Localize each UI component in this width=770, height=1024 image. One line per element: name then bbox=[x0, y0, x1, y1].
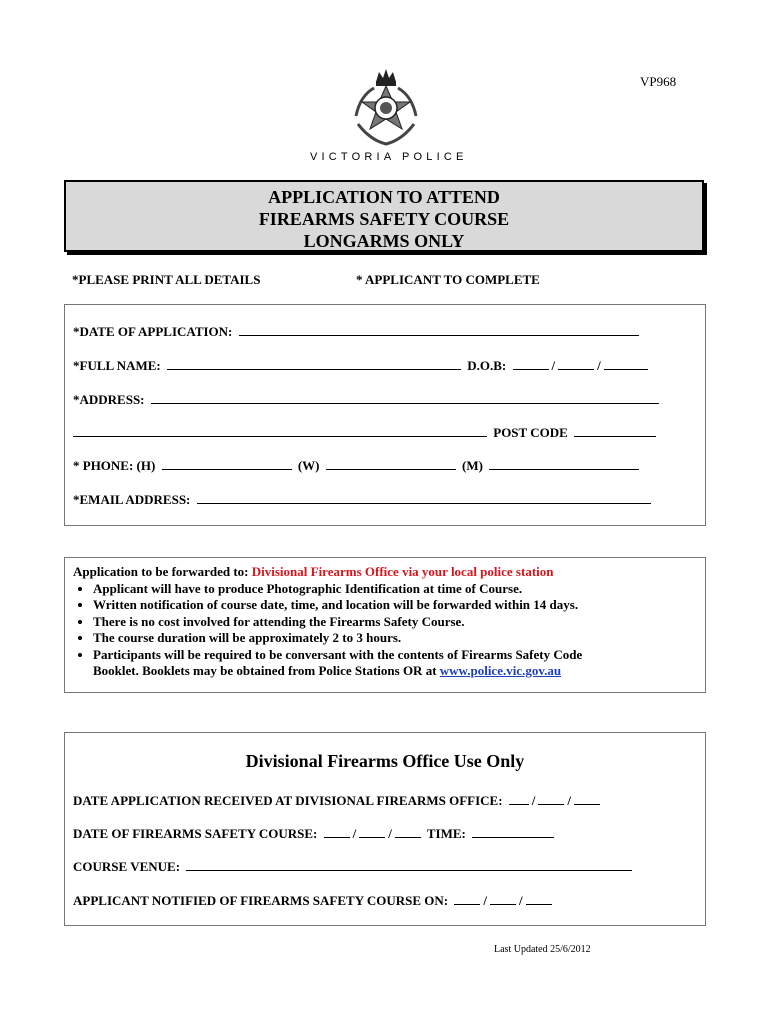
dob-label: D.O.B: bbox=[467, 358, 507, 373]
agency-name: VICTORIA POLICE bbox=[310, 151, 468, 163]
email-label: *EMAIL ADDRESS: bbox=[73, 492, 191, 507]
venue-label: COURSE VENUE: bbox=[73, 859, 181, 874]
list-item: • Written notification of course date, time, and location will be forwarded within 14 days. bbox=[93, 597, 697, 614]
phone-mobile-field[interactable] bbox=[489, 459, 639, 470]
victoria-police-crest-icon bbox=[346, 66, 426, 148]
list-item: • There is no cost involved for attending the Firearms Safety Course. bbox=[93, 614, 697, 631]
date-received-row: DATE APPLICATION RECEIVED AT DIVISIONAL FIREARMS OFFICE: / / bbox=[73, 793, 603, 809]
full-name-label: *FULL NAME: bbox=[73, 358, 161, 373]
dob-day-field[interactable] bbox=[513, 359, 549, 370]
full-name-field[interactable] bbox=[167, 359, 461, 370]
date-received-year-field[interactable] bbox=[574, 794, 600, 805]
phone-home-field[interactable] bbox=[162, 459, 292, 470]
information-section bbox=[64, 557, 706, 693]
form-title bbox=[64, 180, 704, 252]
dob-year-field[interactable] bbox=[604, 359, 648, 370]
course-date-label: DATE OF FIREARMS SAFETY COURSE: bbox=[73, 826, 318, 841]
venue-field[interactable] bbox=[186, 860, 632, 871]
forward-label: Application to be forwarded to: bbox=[73, 564, 249, 579]
address-label: *ADDRESS: bbox=[73, 392, 145, 407]
phone-mobile-label: (M) bbox=[462, 458, 483, 473]
address-field-line-1[interactable] bbox=[151, 393, 659, 404]
email-field[interactable] bbox=[197, 493, 651, 504]
date-of-application-label: *DATE OF APPLICATION: bbox=[73, 324, 233, 339]
list-item bbox=[93, 647, 697, 680]
time-field[interactable] bbox=[472, 827, 554, 838]
title-line-1: APPLICATION TO ATTEND bbox=[268, 187, 500, 207]
address-row bbox=[73, 392, 662, 408]
forward-to-line bbox=[73, 564, 697, 581]
forward-target: Divisional Firearms Office via your local police station bbox=[251, 564, 554, 579]
list-item: • Applicant will have to produce Photographic Identification at time of Course. bbox=[93, 581, 697, 598]
notified-label: APPLICANT NOTIFIED OF FIREARMS SAFETY COURSE ON: bbox=[73, 893, 449, 908]
applicant-details-section bbox=[64, 304, 706, 526]
date-received-month-field[interactable] bbox=[538, 794, 564, 805]
phone-home-label: * PHONE: (H) bbox=[73, 458, 156, 473]
course-date-year-field[interactable] bbox=[395, 827, 421, 838]
notified-day-field[interactable] bbox=[454, 894, 480, 905]
venue-row bbox=[73, 859, 635, 875]
date-of-application-field[interactable] bbox=[239, 325, 639, 336]
course-date-month-field[interactable] bbox=[359, 827, 385, 838]
date-received-day-field[interactable] bbox=[509, 794, 529, 805]
dob-month-field[interactable] bbox=[558, 359, 594, 370]
list-item-text: Participants will be required to be conversant with the contents of Firearms Safety Code bbox=[93, 646, 583, 662]
applicant-note: * APPLICANT TO COMPLETE bbox=[356, 272, 540, 287]
booklet-text: Booklet. Booklets may be obtained from Police Stations OR at bbox=[93, 663, 437, 678]
post-code-label: POST CODE bbox=[493, 425, 568, 440]
address-field-line-2[interactable] bbox=[73, 426, 487, 437]
police-website-link[interactable]: www.police.vic.gov.au bbox=[439, 663, 562, 678]
office-use-section bbox=[64, 732, 706, 926]
office-use-title: Divisional Firearms Office Use Only bbox=[245, 751, 525, 771]
last-updated: Last Updated 25/6/2012 bbox=[494, 944, 591, 955]
email-row bbox=[73, 492, 654, 508]
title-line-2: FIREARMS SAFETY COURSE bbox=[258, 209, 510, 229]
print-note: *PLEASE PRINT ALL DETAILS bbox=[72, 272, 261, 287]
title-line-3: LONGARMS ONLY bbox=[303, 231, 465, 251]
time-label: TIME: bbox=[426, 826, 466, 841]
course-date-row: DATE OF FIREARMS SAFETY COURSE: / / TIME: bbox=[73, 826, 557, 842]
course-date-day-field[interactable] bbox=[324, 827, 350, 838]
notified-month-field[interactable] bbox=[490, 894, 516, 905]
information-list bbox=[73, 581, 697, 680]
list-item: • The course duration will be approximately 2 to 3 hours. bbox=[93, 630, 697, 647]
notified-year-field[interactable] bbox=[526, 894, 552, 905]
phone-work-label: (W) bbox=[297, 458, 320, 473]
notified-row: APPLICANT NOTIFIED OF FIREARMS SAFETY COURSE ON: / / bbox=[73, 893, 555, 909]
full-name-row: *FULL NAME: D.O.B: / / bbox=[73, 358, 651, 374]
date-of-application-row bbox=[73, 324, 642, 340]
address-postcode-row bbox=[73, 425, 659, 441]
date-received-label: DATE APPLICATION RECEIVED AT DIVISIONAL FIREARMS OFFICE: bbox=[73, 793, 503, 808]
phone-work-field[interactable] bbox=[326, 459, 456, 470]
phone-row bbox=[73, 458, 642, 474]
form-code: VP968 bbox=[640, 74, 677, 89]
post-code-field[interactable] bbox=[574, 426, 656, 437]
